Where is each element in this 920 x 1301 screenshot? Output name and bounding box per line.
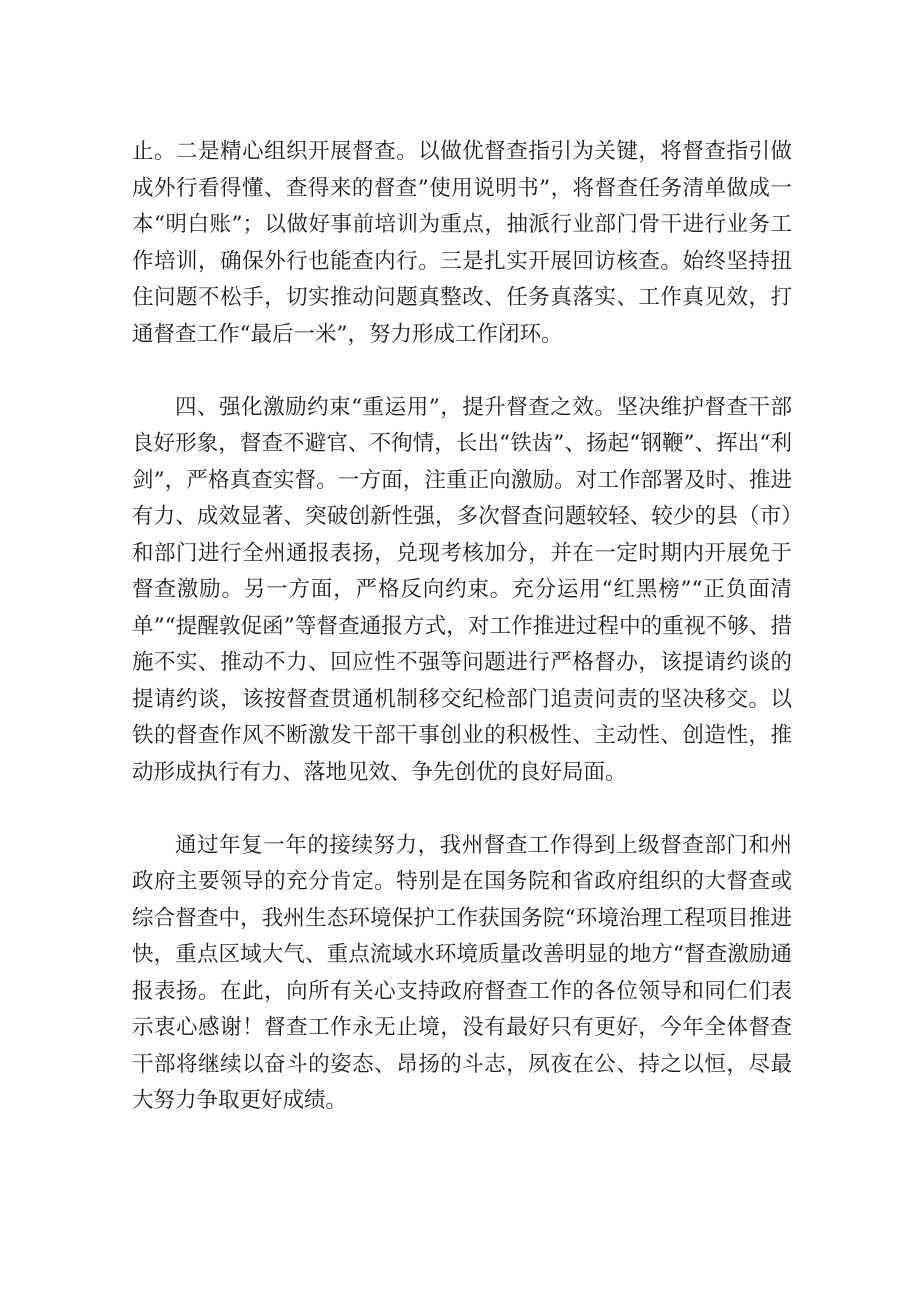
document-body — [132, 134, 792, 1120]
paragraph-continuation: 止。二是精心组织开展督查。以做优督查指引为关键，将督查指引做成外行看得懂、查得来的督查”使用说明书”，将督查任务清单做成一本“明白账”；以做好事前培训为重点，抽派行业部门骨干进行业务工作培训，确保外行也能查内行。三是扎实开展回访核查。始终坚持扭住问题不松手，切实推动问题真整改、任务真落实、工作真见效，打通督查工作“最后一米”，努力形成工作闭环。 — [132, 139, 792, 347]
paragraph-conclusion: 通过年复一年的接续努力，我州督查工作得到上级督查部门和州政府主要领导的充分肯定。特别是在国务院和省政府组织的大督查或综合督查中，我州生态环境保护工作获国务院“环境治理工程项目推进快，重点区域大气、重点流域水环境质量改善明显的地方“督查激励通报表扬。在此，向所有关心支持政府督查工作的各位领导和同仁们表示衷心感谢！督查工作永无止境，没有最好只有更好，今年全体督查干部将继续以奋斗的姿态、昂扬的斗志，夙夜在公、持之以恒，尽最大努力争取更好成绩。 — [132, 832, 792, 1113]
paragraph-section-four: 四、强化激励约束“重运用”，提升督查之效。坚决维护督查干部良好形象，督查不避官、不徇情，长出“铁齿”、扬起“钢鞭”、挥出“利剑”，严格真查实督。一方面，注重正向激励。对工作部署及时、推进有力、成效显著、突破创新性强，多次督查问题较轻、较少的县（市）和部门进行全州通报表扬，兑现考核加分，并在一定时期内开展免于督查激励。另一方面，严格反向约束。充分运用“红黑榜”“正负面清单”“提醒敦促函”等督查通报方式，对工作推进过程中的重视不够、措施不实、推动不力、回应性不强等问题进行严格督办，该提请约谈的提请约谈，该按督查贯通机制移交纪检部门追责问责的坚决移交。以铁的督查作风不断激发干部干事创业的积极性、主动性、创造性，推动形成执行有力、落地见效、争先创优的良好局面。 — [132, 394, 792, 785]
